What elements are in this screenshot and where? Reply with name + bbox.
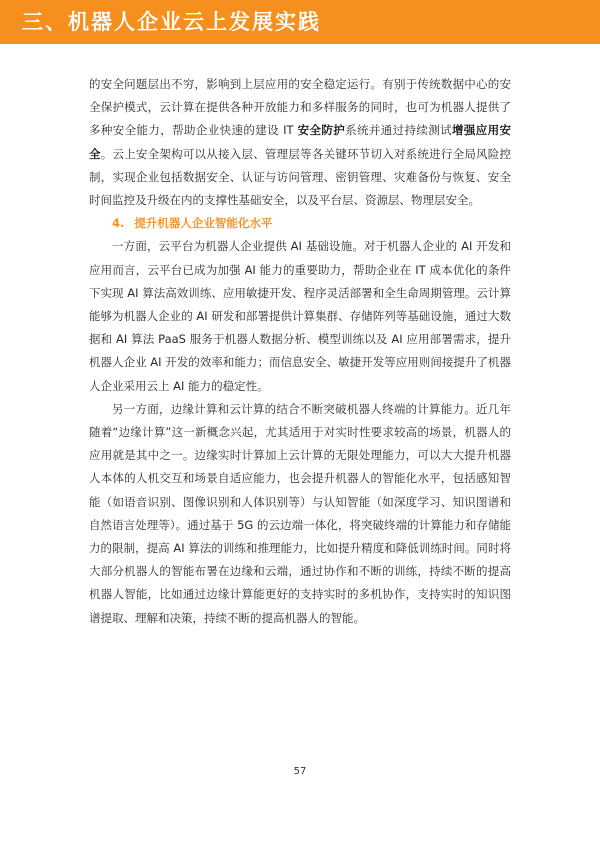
paragraph-text: 。云上安全架构可以从接入层、管理层等各关键环节切入对系统进行全局风险控制，实现企业包括数据安全、认证与访问管理、密钥管理、灾难备份与恢复、安全时间监控及升级在内的支撑性基础安全，以及平台层、资源层、物理层安全。	[89, 146, 512, 208]
document-body	[89, 73, 511, 630]
paragraph-security	[89, 73, 511, 212]
paragraph-ai-infrastructure: 一方面，云平台为机器人企业提供 AI 基础设施。对于机器人企业的 AI 开发和应用而言，云平台已成为加强 AI 能力的重要助力，帮助企业在 IT 成本优化的条件下实现 AI 算法高效训练、应用敏捷开发、程序灵活部署和全生命周期管理。云计算能够为机器人企业的 AI 研发和部署提供计算集群、存储阵列等基础设施，通过大数据和 AI 算法 PaaS 服务于机器人数据分析、模型训练以及 AI 应用部署需求，提升机器人企业 AI 开发的效率和能力；而信息安全、敏捷开发等应用则间接提升了机器人企业采用云上 AI 能力的稳定性。	[89, 239, 511, 393]
bold-term-app-security: 增强应用安全	[89, 123, 512, 161]
bold-term-security-protection: 安全防护	[297, 123, 346, 138]
page-number: 57	[293, 766, 307, 777]
paragraph-text: 系统并通过持续测试	[345, 123, 452, 138]
page-header-bar	[0, 0, 600, 44]
section-title: 提升机器人企业智能化水平	[134, 216, 273, 231]
paragraph-text: 的安全问题层出不穷，影响到上层应用的安全稳定运行。有别于传统数据中心的安全保护模式，云计算在提供各种开放能力和多样服务的同时，也可为机器人提供了多种安全能力，帮助企业快速的建设 IT	[89, 77, 511, 138]
chapter-title: 三、机器人企业云上发展实践	[22, 10, 321, 34]
paragraph-edge-computing: 另一方面，边缘计算和云计算的结合不断突破机器人终端的计算能力。近几年随着“边缘计算”这一新概念兴起，尤其适用于对实时性要求较高的场景，机器人的应用就是其中之一。边缘实时计算加上云计算的无限处理能力，可以大大提升机器人本体的人机交互和场景自适应能力，也会提升机器人的智能化水平，包括感知智能（如语音识别、图像识别和人体识别等）与认知智能（如深度学习、知识图谱和自然语言处理等）。通过基于 5G 的云边端一体化，将突破终端的计算能力和存储能力的限制，提高 AI 算法的训练和推理能力，比如提升精度和降低训练时间。同时将大部分机器人的智能布署在边缘和云端，通过协作和不断的训练，持续不断的提高机器人智能，比如通过边缘计算能更好的支持实时的多机协作，支持实时的知识图谱提取、理解和决策，持续不断的提高机器人的智能。	[89, 401, 511, 625]
section-number: 4.	[112, 216, 125, 231]
section-heading	[89, 212, 511, 235]
